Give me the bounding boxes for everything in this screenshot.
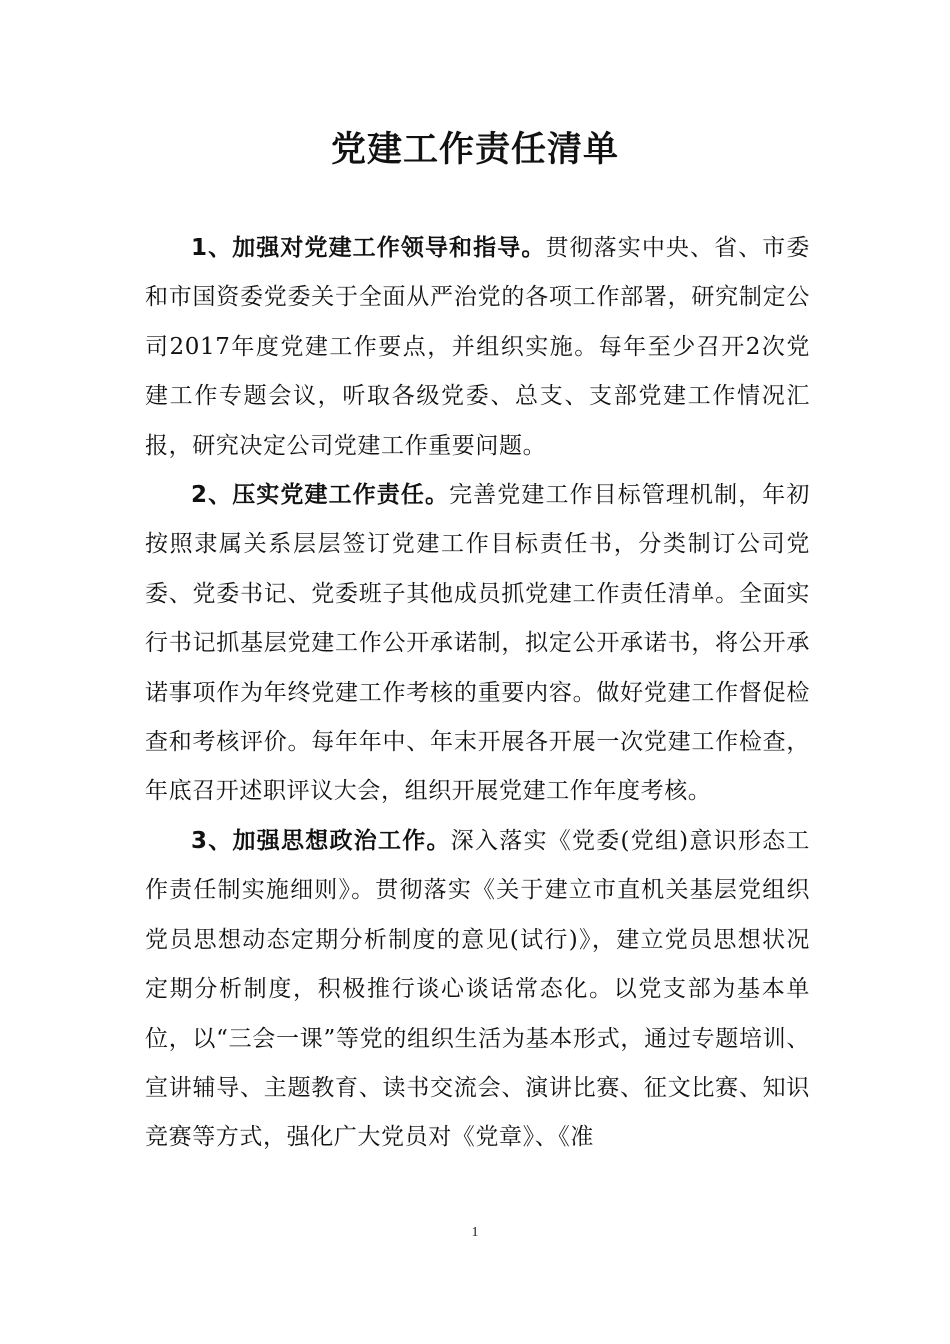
paragraph-1-text: 贯彻落实中央、省、市委和市国资委党委关于全面从严治党的各项工作部署，研究制定公司2017年度党建工作要点，并组织实施。每年至少召开2次党建工作专题会议，听取各级党委、总支、支部党建工作情况汇报，研究决定公司党建工作重要问题。 [145, 235, 810, 459]
page-number: 1 [471, 1225, 479, 1240]
paragraph-2 [145, 471, 810, 817]
paragraph-2-heading: 2、压实党建工作责任。 [191, 482, 450, 509]
paragraph-3-heading: 3、加强思想政治工作。 [191, 827, 451, 854]
paragraph-3-text: 深入落实《党委(党组)意识形态工作责任制实施细则》。贯彻落实《关于建立市直机关基层党组织党员思想动态定期分析制度的意见(试行)》，建立党员思想状况定期分析制度，积极推行谈心谈话常态化。以党支部为基本单位，以“三会一课”等党的组织生活为基本形式，通过专题培训、宣讲辅导、主题教育、读书交流会、演讲比赛、征文比赛、知识竞赛等方式，强化广大党员对《党章》、《准 [145, 827, 810, 1151]
paragraph-1-heading: 1、加强对党建工作领导和指导。 [191, 235, 546, 261]
paragraph-2-text: 完善党建工作目标管理机制，年初按照隶属关系层层签订党建工作目标责任书，分类制订公司党委、党委书记、党委班子其他成员抓党建工作责任清单。全面实行书记抓基层党建工作公开承诺制，拟定公开承诺书，将公开承诺事项作为年终党建工作考核的重要内容。做好党建工作督促检查和考核评价。每年年中、年末开展各开展一次党建工作检查，年底召开述职评议大会，组织开展党建工作年度考核。 [145, 482, 811, 805]
paragraph-3 [145, 817, 810, 1163]
document-title: 党建工作责任清单 [330, 129, 619, 170]
document-body [145, 224, 810, 1163]
paragraph-1 [145, 224, 810, 471]
